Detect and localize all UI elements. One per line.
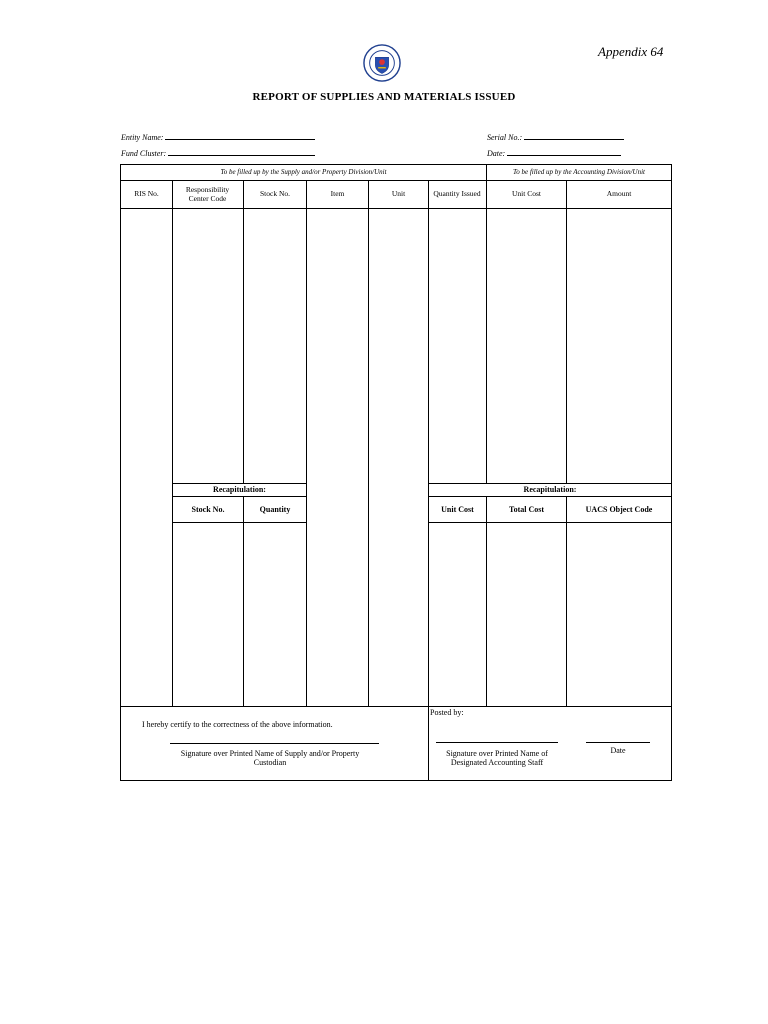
serial-no-field[interactable] (524, 131, 624, 140)
date-label: Date: (487, 149, 506, 158)
entity-name-label: Entity Name: (121, 133, 164, 142)
date-field[interactable] (507, 147, 621, 156)
supply-signature-caption: Signature over Printed Name of Supply and/or Property Custodian (180, 748, 360, 767)
column-header-unit-cost: Unit Cost (512, 189, 541, 199)
recap-left-stock-no-header: Stock No. (191, 504, 225, 514)
column-header-amount: Amount (606, 189, 632, 199)
recap-right-uacs-object-code-header: UACS Object Code (585, 504, 653, 514)
column-header-stock-no: Stock No. (260, 189, 290, 199)
posted-by-label: Posted by: (430, 708, 464, 717)
column-header-responsibility-center-code: Responsibility Center Code (185, 184, 230, 203)
certification-text: I hereby certify to the correctness of the above information. (142, 720, 333, 729)
date-row (487, 147, 621, 158)
accounting-signature-caption: Signature over Printed Name of Designated Accounting Staff (446, 748, 548, 767)
recap-right-title: Recapitulation: (523, 485, 577, 495)
column-header-item: Item (330, 189, 345, 199)
serial-no-row (487, 131, 624, 142)
report-title: REPORT OF SUPPLIES AND MATERIALS ISSUED (252, 91, 516, 103)
recap-left-quantity-header: Quantity (259, 504, 291, 514)
accounting-division-note: To be filled up by the Accounting Division/Unit (512, 168, 645, 177)
column-header-unit: Unit (391, 189, 406, 199)
supply-signature-line[interactable] (170, 743, 379, 744)
fund-cluster-row (121, 147, 315, 158)
serial-no-label: Serial No.: (487, 133, 523, 142)
recap-left-title: Recapitulation: (213, 485, 266, 495)
supply-division-note: To be filled up by the Supply and/or Property Division/Unit (220, 168, 387, 177)
recap-right-unit-cost-header: Unit Cost (441, 504, 474, 514)
recap-right-total-cost-header: Total Cost (508, 504, 545, 514)
fund-cluster-field[interactable] (168, 147, 315, 156)
date-signature-line[interactable] (586, 742, 650, 743)
entity-name-row (121, 131, 315, 142)
entity-name-field[interactable] (165, 131, 315, 140)
accounting-signature-line[interactable] (436, 742, 558, 743)
column-header-quantity-issued: Quantity Issued (433, 189, 481, 199)
deped-seal-logo (363, 44, 401, 82)
footer-date-label: Date (610, 746, 626, 756)
column-header-ris-no: RIS No. (134, 189, 159, 199)
appendix-label: Appendix 64 (598, 44, 664, 59)
fund-cluster-label: Fund Cluster: (121, 149, 167, 158)
